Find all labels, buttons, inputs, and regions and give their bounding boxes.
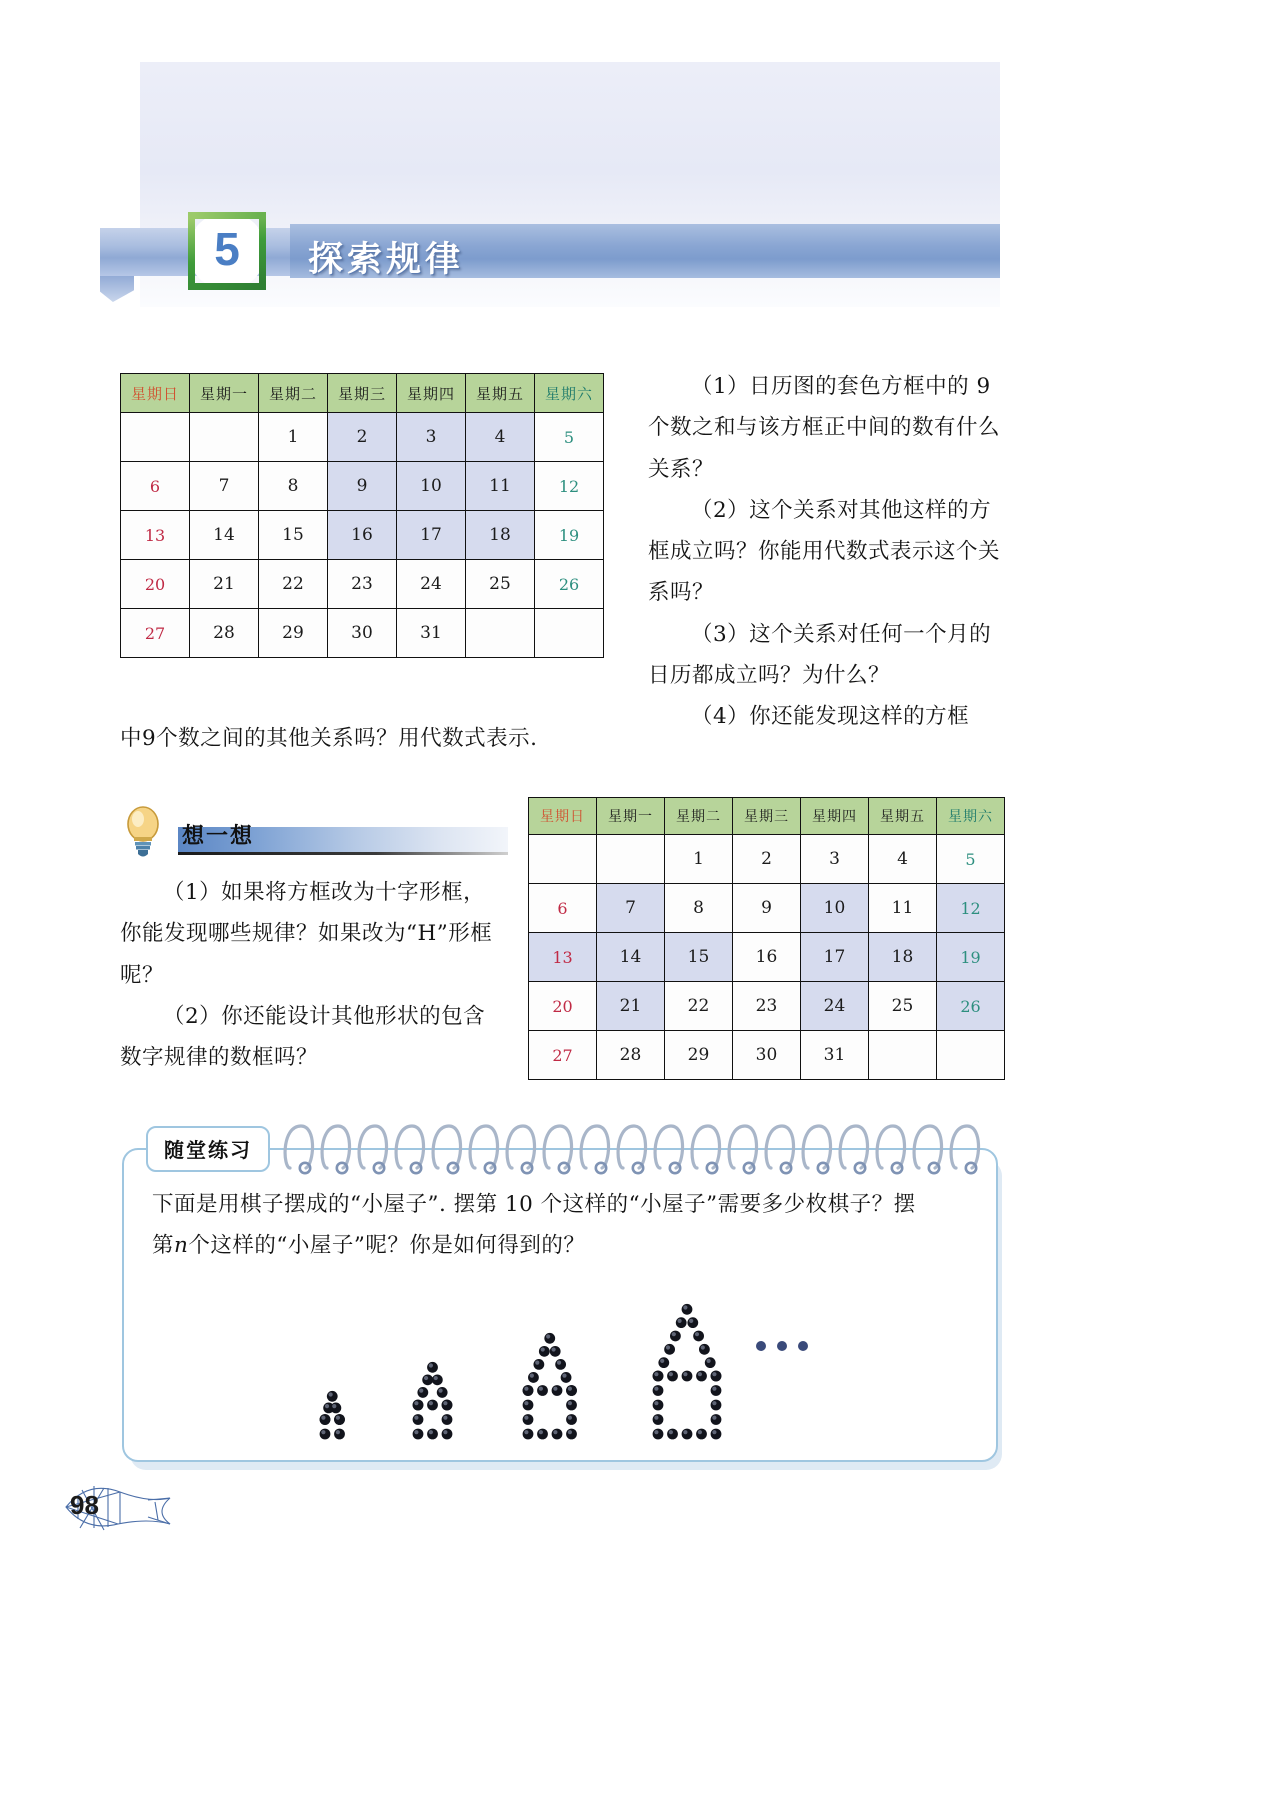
think-body xyxy=(120,872,500,1078)
calendar-row xyxy=(529,1031,1005,1080)
calendar-cell: 20 xyxy=(529,982,597,1031)
calendar-cell: 6 xyxy=(529,884,597,933)
calendar-cell: 2 xyxy=(328,413,397,462)
practice-line-2-b: 个这样的“小屋子”呢？你是如何得到的？ xyxy=(188,1233,586,1259)
calendar-table-2 xyxy=(528,797,1005,1080)
section-number-text: 5 xyxy=(214,223,240,275)
calendar-header-4: 星期四 xyxy=(397,374,466,413)
calendar-cell xyxy=(535,609,604,658)
calendar-cell: 22 xyxy=(665,982,733,1031)
calendar-header-row xyxy=(529,798,1005,835)
lightbulb-icon xyxy=(120,803,166,859)
practice-line-2-a: 第 xyxy=(152,1233,175,1259)
calendar-cell: 9 xyxy=(733,884,801,933)
calendar-cell: 12 xyxy=(535,462,604,511)
calendar-cell: 15 xyxy=(665,933,733,982)
calendar-cell: 28 xyxy=(190,609,259,658)
calendar-cell: 19 xyxy=(937,933,1005,982)
calendar-cell: 31 xyxy=(801,1031,869,1080)
calendar-cell: 24 xyxy=(397,560,466,609)
calendar-header-6: 星期六 xyxy=(535,374,604,413)
calendar-cell: 27 xyxy=(529,1031,597,1080)
calendar-cell xyxy=(869,1031,937,1080)
calendar-cell: 18 xyxy=(466,511,535,560)
question-4-tail: 中9个数之间的其他关系吗？用代数式表示. xyxy=(120,726,538,751)
calendar-cell: 17 xyxy=(801,933,869,982)
calendar-cell: 13 xyxy=(121,511,190,560)
calendar-header-3: 星期三 xyxy=(733,798,801,835)
calendar-cell: 15 xyxy=(259,511,328,560)
calendar-cell: 3 xyxy=(801,835,869,884)
calendar-cell: 18 xyxy=(869,933,937,982)
calendar-table-1 xyxy=(120,373,604,658)
calendar-row xyxy=(121,511,604,560)
calendar-header-0: 星期日 xyxy=(121,374,190,413)
think-label: 想一想 xyxy=(182,823,255,848)
calendar-cell: 27 xyxy=(121,609,190,658)
calendar-cell: 1 xyxy=(259,413,328,462)
calendar-cell: 24 xyxy=(801,982,869,1031)
calendar-cell: 7 xyxy=(597,884,665,933)
calendar-cell: 4 xyxy=(466,413,535,462)
calendar-cell: 28 xyxy=(597,1031,665,1080)
calendar-cell: 11 xyxy=(869,884,937,933)
question-3: （3）这个关系对任何一个月的日历都成立吗？为什么？ xyxy=(648,621,992,688)
calendar-cell: 3 xyxy=(397,413,466,462)
calendar-cell: 11 xyxy=(466,462,535,511)
calendar-cell: 5 xyxy=(535,413,604,462)
calendar-header-5: 星期五 xyxy=(466,374,535,413)
practice-line-1: 下面是用棋子摆成的“小屋子”. 摆第 10 个这样的“小屋子”需要多少枚棋子？摆 xyxy=(152,1192,916,1217)
calendar-header-6: 星期六 xyxy=(937,798,1005,835)
calendar-row xyxy=(121,560,604,609)
calendar-row xyxy=(121,413,604,462)
calendar-header-1: 星期一 xyxy=(597,798,665,835)
calendar-cell: 10 xyxy=(397,462,466,511)
calendar-header-0: 星期日 xyxy=(529,798,597,835)
calendar-header-3: 星期三 xyxy=(328,374,397,413)
calendar-cell: 5 xyxy=(937,835,1005,884)
calendar-header-5: 星期五 xyxy=(869,798,937,835)
question-4-head: （4）你还能发现这样的方框 xyxy=(691,704,970,730)
questions-column xyxy=(648,366,1000,737)
calendar-header-2: 星期二 xyxy=(665,798,733,835)
section-title: 探索规律 xyxy=(308,240,465,279)
calendar-cell: 17 xyxy=(397,511,466,560)
calendar-cell: 20 xyxy=(121,560,190,609)
calendar-cell: 8 xyxy=(259,462,328,511)
practice-line-2 xyxy=(152,1225,962,1266)
calendar-cell: 22 xyxy=(259,560,328,609)
variable-n: n xyxy=(174,1233,189,1259)
calendar-cell: 30 xyxy=(328,609,397,658)
calendar-cell xyxy=(466,609,535,658)
calendar-cell xyxy=(597,835,665,884)
think-section-header xyxy=(120,805,510,861)
calendar-cell: 26 xyxy=(535,560,604,609)
calendar-cell: 12 xyxy=(937,884,1005,933)
calendar-cell: 2 xyxy=(733,835,801,884)
calendar-cell: 16 xyxy=(733,933,801,982)
calendar-cell: 25 xyxy=(466,560,535,609)
calendar-cell: 9 xyxy=(328,462,397,511)
practice-tag: 随堂练习 xyxy=(146,1126,270,1172)
calendar-cell: 10 xyxy=(801,884,869,933)
calendar-cell: 13 xyxy=(529,933,597,982)
calendar-row xyxy=(529,835,1005,884)
calendar-cell: 6 xyxy=(121,462,190,511)
calendar-cell xyxy=(121,413,190,462)
calendar-cell: 30 xyxy=(733,1031,801,1080)
calendar-header-1: 星期一 xyxy=(190,374,259,413)
calendar-row xyxy=(121,609,604,658)
calendar-row xyxy=(529,982,1005,1031)
calendar-body xyxy=(529,835,1005,1080)
calendar-cell: 7 xyxy=(190,462,259,511)
calendar-cell: 31 xyxy=(397,609,466,658)
page-header xyxy=(0,0,1280,340)
calendar-cell: 16 xyxy=(328,511,397,560)
calendar-cell xyxy=(937,1031,1005,1080)
calendar-cell: 29 xyxy=(665,1031,733,1080)
calendar-row xyxy=(121,462,604,511)
checker-houses-figure xyxy=(150,1272,950,1452)
ellipsis-dots xyxy=(756,1341,808,1351)
calendar-cell xyxy=(190,413,259,462)
calendar-cell: 19 xyxy=(535,511,604,560)
section-number-badge xyxy=(188,212,266,290)
calendar-cell: 23 xyxy=(733,982,801,1031)
calendar-cell: 8 xyxy=(665,884,733,933)
calendar-cell: 23 xyxy=(328,560,397,609)
calendar-header-4: 星期四 xyxy=(801,798,869,835)
calendar-cell: 14 xyxy=(190,511,259,560)
calendar-cell: 21 xyxy=(190,560,259,609)
calendar-cell: 1 xyxy=(665,835,733,884)
calendar-cell: 21 xyxy=(597,982,665,1031)
think-item-2: （2）你还能设计其他形状的包含数字规律的数框吗？ xyxy=(120,1003,486,1071)
calendar-cell: 26 xyxy=(937,982,1005,1031)
calendar-row xyxy=(529,933,1005,982)
practice-question xyxy=(152,1184,962,1267)
question-2: （2）这个关系对其他这样的方框成立吗？你能用代数式表示这个关系吗？ xyxy=(648,497,1001,606)
spiral-binding-icon xyxy=(282,1118,994,1178)
page-number: 98 xyxy=(70,1490,99,1520)
calendar-body xyxy=(121,413,604,658)
title-bar-tail xyxy=(100,276,134,302)
calendar-cell: 4 xyxy=(869,835,937,884)
calendar-cell: 29 xyxy=(259,609,328,658)
question-1: （1）日历图的套色方框中的 9 个数之和与该方框正中间的数有什么关系？ xyxy=(648,374,1001,482)
calendar-cell: 14 xyxy=(597,933,665,982)
calendar-cell: 25 xyxy=(869,982,937,1031)
think-item-1: （1）如果将方框改为十字形框，你能发现哪些规律？如果改为“H”形框呢？ xyxy=(120,880,493,988)
calendar-cell xyxy=(529,835,597,884)
calendar-header-2: 星期二 xyxy=(259,374,328,413)
calendar-row xyxy=(529,884,1005,933)
calendar-header-row xyxy=(121,374,604,413)
